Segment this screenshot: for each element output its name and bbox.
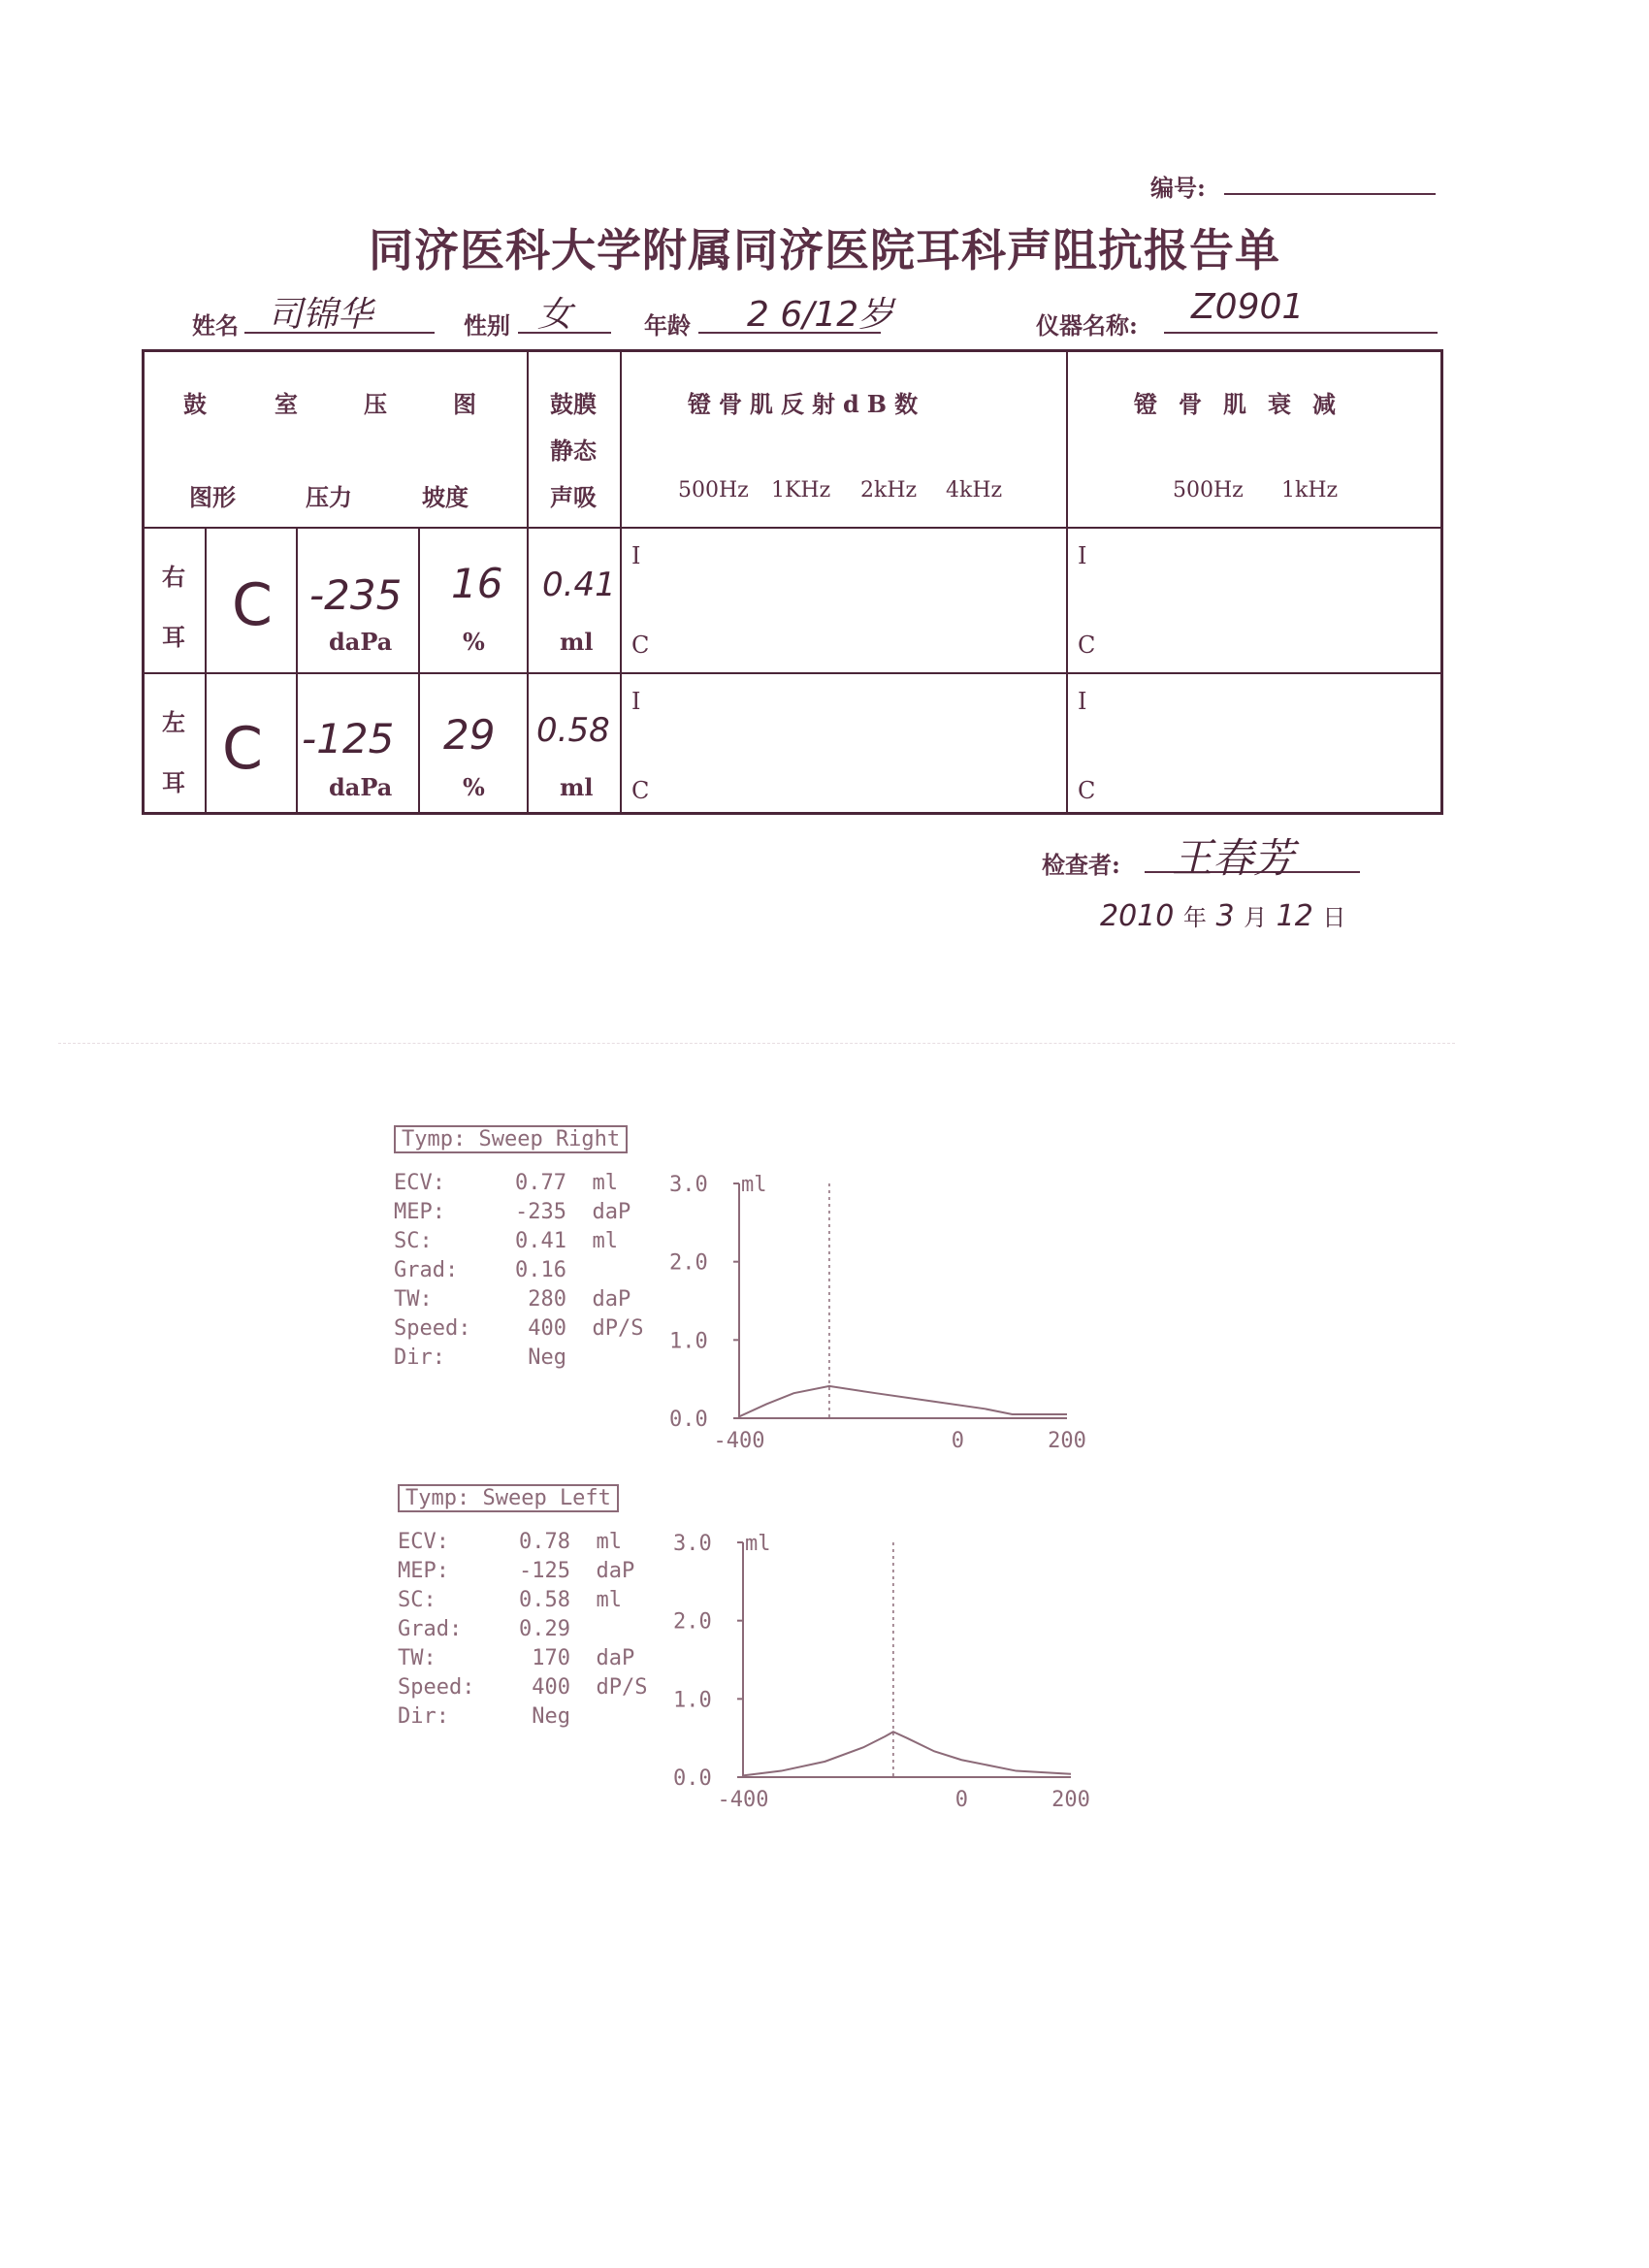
reflex-freq: 4kHz <box>946 478 1003 502</box>
table-divider <box>145 672 1440 674</box>
examiner-label: 检查者: <box>1042 851 1120 879</box>
tympanogram-curve <box>739 1386 1067 1416</box>
table-divider <box>620 352 622 812</box>
param-unit: ml <box>592 1229 618 1253</box>
param-key: ECV: <box>394 1171 445 1195</box>
param-key: Grad: <box>398 1617 463 1641</box>
printout-title: Tymp: Sweep Right <box>394 1125 628 1153</box>
age-value: 2 6/12岁 <box>747 295 894 335</box>
date-year: 2010 <box>1100 899 1175 933</box>
right-reflex-ipsi: I <box>631 542 641 569</box>
results-table <box>142 349 1443 815</box>
param-unit: daP <box>592 1287 631 1312</box>
reflex-freq: 500Hz <box>678 478 749 502</box>
param-unit: dP/S <box>592 1316 644 1341</box>
param-value: 0.29 <box>519 1617 570 1641</box>
param-unit: ml <box>596 1588 622 1612</box>
param-value: 0.77 <box>515 1171 566 1195</box>
static-header-line: 鼓膜 <box>550 390 597 418</box>
decay-freq: 500Hz <box>1173 478 1244 502</box>
table-divider <box>1066 352 1068 812</box>
table-divider <box>296 527 298 812</box>
param-unit: daP <box>596 1646 635 1670</box>
param-unit: ml <box>592 1171 618 1195</box>
y-tick-label: 2.0 <box>673 1609 712 1635</box>
param-value: Neg <box>532 1704 570 1729</box>
date-day-char: 日 <box>1322 904 1346 931</box>
age-label: 年龄 <box>644 311 691 340</box>
row-ear-label: 耳 <box>162 623 185 651</box>
param-value: 0.16 <box>515 1258 566 1282</box>
right-reflex-contra: C <box>631 632 650 659</box>
row-ear-label: 左 <box>162 708 185 736</box>
left-shape: C <box>222 715 263 783</box>
table-divider <box>418 527 420 812</box>
printout-right <box>394 1125 643 1373</box>
row-ear-label: 耳 <box>162 768 185 796</box>
y-tick-label: 3.0 <box>669 1173 708 1197</box>
x-tick-label: 200 <box>1048 1429 1086 1453</box>
date-month: 3 <box>1215 899 1235 933</box>
date-day: 12 <box>1276 899 1313 933</box>
param-unit: daP <box>596 1559 635 1583</box>
x-tick-label: -400 <box>717 1788 769 1812</box>
param-key: SC: <box>398 1588 436 1612</box>
y-tick-label: 1.0 <box>673 1688 712 1713</box>
param-unit: ml <box>596 1530 622 1554</box>
right-gradient-unit: % <box>463 628 485 656</box>
x-tick-label: -400 <box>713 1429 765 1453</box>
left-pressure: -125 <box>302 715 395 762</box>
decay-header: 镫骨肌衰减 <box>1134 390 1357 418</box>
param-value: -125 <box>519 1559 570 1583</box>
y-axis-unit: ml <box>745 1532 771 1556</box>
param-key: SC: <box>394 1229 433 1253</box>
param-key: MEP: <box>398 1559 449 1583</box>
param-value: Neg <box>528 1345 566 1370</box>
param-key: TW: <box>398 1646 436 1670</box>
param-value: 280 <box>528 1287 566 1312</box>
left-compliance: 0.58 <box>536 711 610 750</box>
printout-title: Tymp: Sweep Left <box>398 1484 619 1512</box>
left-gradient-unit: % <box>463 773 485 801</box>
right-pressure: -235 <box>309 571 403 619</box>
tympanogram-left-chart <box>673 1523 1119 1824</box>
right-compliance-unit: ml <box>560 628 594 656</box>
static-header-line: 静态 <box>550 437 597 465</box>
right-compliance: 0.41 <box>542 566 616 604</box>
x-tick-label: 200 <box>1051 1788 1090 1812</box>
y-tick-label: 2.0 <box>669 1250 708 1276</box>
table-divider <box>145 527 1440 529</box>
y-tick-label: 0.0 <box>669 1408 708 1432</box>
table-divider <box>527 352 529 812</box>
name-label: 姓名 <box>192 311 239 340</box>
paper-fold <box>58 1043 1455 1044</box>
param-value: 0.58 <box>519 1588 570 1612</box>
y-axis-unit: ml <box>741 1173 767 1197</box>
param-value: -235 <box>515 1200 566 1224</box>
param-value: 0.78 <box>519 1530 570 1554</box>
row-ear-label: 右 <box>162 563 185 591</box>
left-reflex-ipsi: I <box>631 688 641 715</box>
left-decay-contra: C <box>1078 777 1096 804</box>
tymp-sub-shape: 图形 <box>189 483 236 511</box>
left-decay-ipsi: I <box>1078 688 1087 715</box>
left-compliance-unit: ml <box>560 773 594 801</box>
form-number-line <box>1224 193 1436 195</box>
device-line <box>1164 332 1438 334</box>
report-date <box>1100 898 1345 933</box>
x-tick-label: 0 <box>954 1788 968 1812</box>
param-key: ECV: <box>398 1530 449 1554</box>
param-key: TW: <box>394 1287 433 1312</box>
param-key: Dir: <box>394 1345 445 1370</box>
device-value: Z0901 <box>1191 287 1305 327</box>
form-number-label: 编号: <box>1150 174 1206 202</box>
tymp-sub-gradient: 坡度 <box>422 483 469 511</box>
x-tick-label: 0 <box>951 1429 964 1453</box>
device-label: 仪器名称: <box>1036 311 1138 340</box>
tymp-header-char: 图 <box>453 390 476 418</box>
printout-params <box>398 1528 647 1732</box>
param-key: MEP: <box>394 1200 445 1224</box>
reflex-freq: 2kHz <box>860 478 918 502</box>
right-decay-ipsi: I <box>1078 542 1087 569</box>
date-month-char: 月 <box>1244 904 1268 931</box>
right-decay-contra: C <box>1078 632 1096 659</box>
printout-left <box>398 1484 647 1732</box>
tympanogram-curve <box>743 1732 1071 1775</box>
date-year-char: 年 <box>1182 904 1207 931</box>
param-unit: daP <box>592 1200 631 1224</box>
left-reflex-contra: C <box>631 777 650 804</box>
param-key: Speed: <box>394 1316 471 1341</box>
decay-freq: 1kHz <box>1281 478 1339 502</box>
printout-params <box>394 1169 643 1373</box>
param-value: 400 <box>528 1316 566 1341</box>
name-value: 司锦华 <box>268 295 373 335</box>
tymp-header-char: 鼓 <box>183 390 207 418</box>
y-tick-label: 0.0 <box>673 1766 712 1791</box>
param-key: Dir: <box>398 1704 449 1729</box>
param-key: Speed: <box>398 1675 475 1700</box>
param-unit: dP/S <box>596 1675 648 1700</box>
param-key: Grad: <box>394 1258 459 1282</box>
y-tick-label: 3.0 <box>673 1532 712 1556</box>
param-value: 170 <box>532 1646 570 1670</box>
table-divider <box>205 527 207 812</box>
y-tick-label: 1.0 <box>669 1329 708 1354</box>
reflex-header: 镫骨肌反射dB数 <box>688 390 926 418</box>
sex-label: 性别 <box>464 311 510 340</box>
reflex-freq: 1KHz <box>771 478 831 502</box>
sex-value: 女 <box>537 295 573 335</box>
report-title: 同济医科大学附属同济医院耳科声阻抗报告单 <box>369 224 1280 276</box>
tymp-sub-pressure: 压力 <box>306 483 352 511</box>
right-gradient: 16 <box>451 560 503 607</box>
tymp-header-char: 室 <box>275 390 298 418</box>
right-pressure-unit: daPa <box>329 628 393 656</box>
right-shape: C <box>232 571 273 639</box>
param-value: 400 <box>532 1675 570 1700</box>
left-gradient: 29 <box>443 711 496 759</box>
param-value: 0.41 <box>515 1229 566 1253</box>
examiner-signature: 王春芳 <box>1172 834 1295 882</box>
tympanogram-right-chart <box>669 1164 1116 1465</box>
static-header-line: 声吸 <box>550 483 597 511</box>
tymp-header-char: 压 <box>364 390 387 418</box>
left-pressure-unit: daPa <box>329 773 393 801</box>
